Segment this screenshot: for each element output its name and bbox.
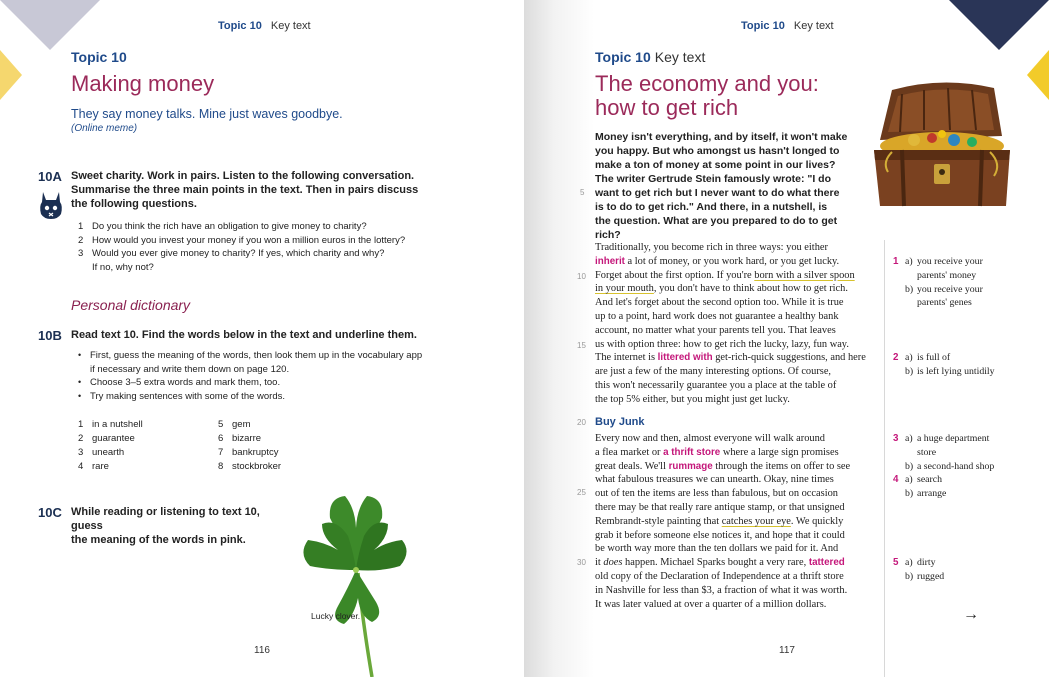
pink-word: a thrift store [663,446,721,458]
gloss-item: b) you receive your [905,283,983,295]
line-number: 20 [577,418,586,427]
gloss-item: b) rugged [905,570,945,582]
list-item: • Try making sentences with some of the words. [78,390,286,402]
gloss-group-3 [893,432,994,501]
quote: They say money talks. Mine just waves goodbye. [71,107,343,121]
exercise-10a-instruction [71,169,491,211]
gloss-group-4 [893,556,944,584]
gloss-item: b) a second-hand shop [905,460,995,472]
page-number-right: 117 [779,645,795,656]
corner-triangle-yellow [1027,50,1049,100]
gloss-item: 2 a) is full of [893,352,951,363]
list-item: 1 Do you think the rich have an obligation to give money to charity? [78,221,367,232]
margin-divider [884,240,885,677]
line-number: 5 [580,188,585,197]
gloss-group-2 [893,351,995,379]
exercise-code-10b: 10B [38,328,62,343]
underlined-phrase: in your mouth [595,283,654,295]
intro-text: Money isn't everything, and by itself, it won't make you happy. But who amongst us hasn't longed to make a ton of money at some point in our lives? The writer Gertrude Stein famously wrote: "I do want to get rich but I never want to do what there is to do to get rich." And there, in a nutshell, is the question. What are you prepared to do to get rich? [595,131,848,241]
running-head-topic: Topic 10 [741,20,785,32]
corner-triangle-grey [0,0,100,50]
vocab-list-right [218,418,281,474]
list-item: 2 How would you invest your money if you won a million euros in the lottery? [78,234,406,246]
subheading-buy-junk: Buy Junk [595,416,645,428]
instruction-line: the following questions. [71,198,197,210]
line-number: 10 [577,272,586,281]
page-number-left: 116 [254,645,270,656]
list-item: 7 bankruptcy [218,447,279,458]
clover-caption: Lucky clover. [311,611,361,621]
pink-word: rummage [668,460,713,472]
running-head [741,20,834,32]
exercise-10a-questions [78,220,498,274]
list-item: if necessary and write them down on page 120. [90,363,290,375]
gloss-item: 5 a) dirty [893,557,936,568]
list-item: 5 gem [218,419,251,430]
quote-source: (Online meme) [71,123,138,134]
instruction-line: Summarise the three main points in the text. Then in pairs discuss [71,184,419,196]
article-paragraph-2: Every now and then, almost everyone will walk around a flea market or a thrift store where a large sign promises great deals. We'll rummage through the items on offer to see what fabulous treasures we can unearth. Okay, nine times out of ten the items are less than fabulous, but on occasion there may be that really rare antique stamp, or that unsigned Rembrandt-style painting that catches your eye. We quickly grab it before someone else notices it, and hope that it could be worth way more than the ten dollars we paid for it. And it does happen. Michael Sparks bought a very rare, tattered old copy of the Declaration of Independence at a thrift store in Nashville for less than $3, a fraction of what it was worth. It was later valued at over a quarter of a million dollars. [595,433,851,610]
page-title: The economy and you: how to get rich [595,71,819,120]
gloss-item: 3 a) a huge department [893,433,990,444]
vocab-list-left [78,418,143,474]
running-head-topic: Topic 10 [218,20,262,32]
gloss-item: store [917,446,937,458]
list-item: 3 unearth [78,447,125,458]
article-paragraph-1: Traditionally, you become rich in three ways: you either inherit a lot of money, or you work hard, or you get lucky. Forget about the first option. If you're born with a silver spoon in your mouth, you don't have to think about how to get rich. And let's forget about the second option too. While it is true up to a point, hard work does not guarantee a healthy bank account, no matter what your parents tell you. That leaves us with option three: how to get rich the lucky, lazy, fun way. The internet is littered with get-rich-quick suggestions, and here are just a few of the many interesting options. Of course, this won't necessarily guarantee you a place at the table of the top 5% either, but you might just get lucky. [595,242,866,405]
clover-image [300,478,410,677]
list-item: If no, why not? [92,261,154,273]
left-page [0,0,524,677]
list-item: 2 guarantee [78,433,135,444]
list-item: 8 stockbroker [218,461,282,472]
list-item: 4 rare [78,461,109,472]
line-number: 15 [577,341,586,350]
topic-label: Topic 10 Key text [595,49,706,65]
pink-word: littered with [657,352,713,364]
gloss-item: parents' money [917,269,977,281]
gloss-item: b) is left lying untidily [905,365,995,377]
list-item: 6 bizarre [218,433,262,444]
running-head [218,20,311,32]
gloss-item: parents' genes [917,297,972,309]
pink-word: inherit [595,255,625,267]
topic-sub: Key text [654,49,706,65]
instruction-line: the meaning of the words in pink. [71,534,246,546]
personal-dictionary-heading: Personal dictionary [71,297,191,313]
instruction-line: Sweet charity. Work in pairs. Listen to the following conversation. [71,170,415,182]
topic-label: Topic 10 [71,49,127,65]
pink-word: tattered [808,557,845,569]
instruction-line: While reading or listening to text 10, guess [71,506,260,532]
underlined-phrase: born with a silver spoon [754,269,855,281]
next-arrow-icon[interactable]: → [963,606,979,623]
line-number: 30 [577,558,586,567]
gloss-item: b) arrange [905,488,947,500]
corner-triangle-yellow [0,50,22,100]
underlined-phrase: catches your eye [721,515,791,527]
list-item: 3 Would you ever give money to charity? If yes, which charity and why? [78,248,385,259]
italic-word: does [603,557,623,569]
list-item: 1 in a nutshell [78,419,143,430]
running-head-label: Key text [270,20,311,32]
corner-triangle-navy [949,0,1049,50]
exercise-code-10c: 10C [38,505,62,520]
exercise-10c-instruction [71,505,291,547]
gloss-group-1 [893,255,983,310]
rabbit-mascot-icon [38,190,64,220]
gloss-item: 1 a) you receive your [893,256,983,267]
exercise-code-10a: 10A [38,169,62,184]
treasure-chest-image [862,80,1022,212]
list-item: • First, guess the meaning of the words, then look them up in the vocabulary app [78,350,423,361]
exercise-10b-bullets [78,349,458,403]
line-number: 25 [577,488,586,497]
gloss-item: 4 a) search [893,474,943,486]
list-item: • Choose 3–5 extra words and mark them, too. [78,377,281,388]
exercise-10b-instruction: Read text 10. Find the words below in the text and underline them. [71,329,417,341]
running-head-label: Key text [793,20,834,32]
page-title: Making money [71,71,215,96]
